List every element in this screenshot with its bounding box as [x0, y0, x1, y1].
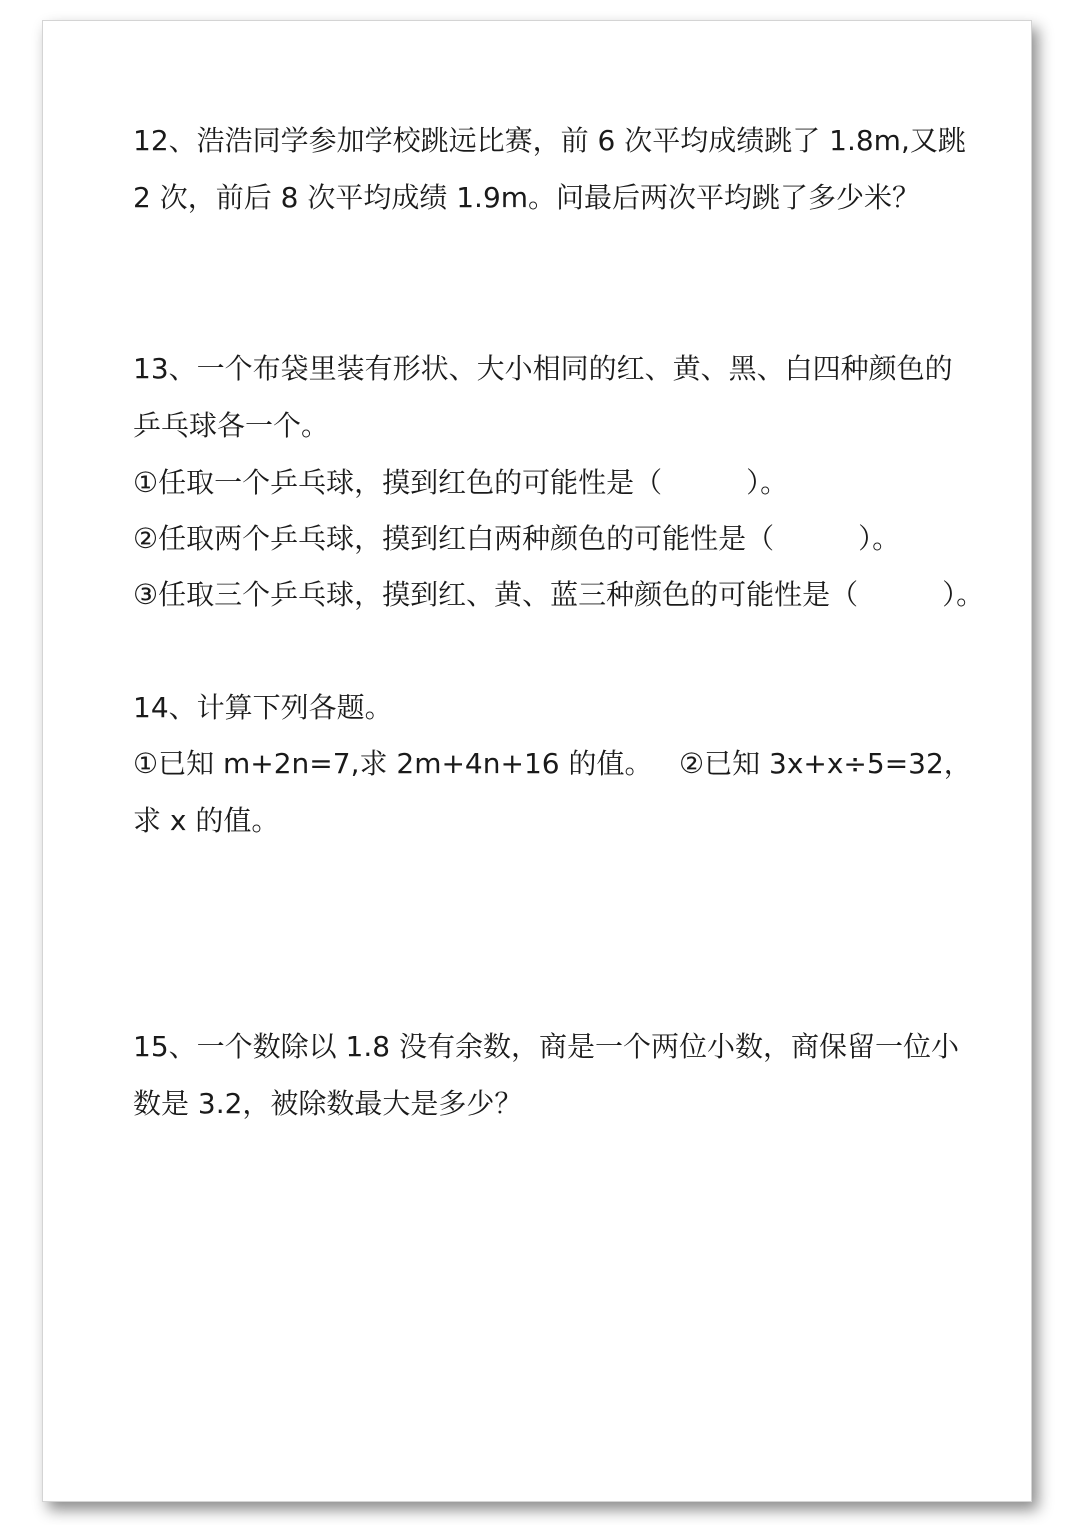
- question-13-sub-1: ①任取一个乒乓球，摸到红色的可能性是（ ）。: [133, 466, 789, 499]
- question-13-sub-2: ②任取两个乒乓球，摸到红白两种颜色的可能性是（ ）。: [133, 522, 901, 555]
- question-12-line-2: 2 次，前后 8 次平均成绩 1.9m。问最后两次平均跳了多少米？: [133, 181, 921, 214]
- worksheet-page: [42, 20, 1032, 1502]
- question-12-line-1: 12、浩浩同学参加学校跳远比赛，前 6 次平均成绩跳了 1.8m,又跳: [133, 124, 966, 157]
- question-13-line-2: 乒乓球各一个。: [133, 409, 330, 442]
- question-14-line-3: 求 x 的值。: [133, 804, 280, 837]
- question-15-line-1: 15、一个数除以 1.8 没有余数，商是一个两位小数，商保留一位小: [133, 1030, 959, 1063]
- question-15-line-2: 数是 3.2，被除数最大是多少？: [133, 1087, 523, 1120]
- question-13-line-1: 13、一个布袋里装有形状、大小相同的红、黄、黑、白四种颜色的: [133, 352, 953, 385]
- question-14-part-b: ②已知 3x+x÷5=32，: [679, 747, 972, 780]
- question-14-part-a: ①已知 m+2n=7,求 2m+4n+16 的值。: [133, 747, 653, 780]
- question-14-line-1: 14、计算下列各题。: [133, 691, 393, 724]
- question-13-sub-3: ③任取三个乒乓球，摸到红、黄、蓝三种颜色的可能性是（ ）。: [133, 578, 985, 611]
